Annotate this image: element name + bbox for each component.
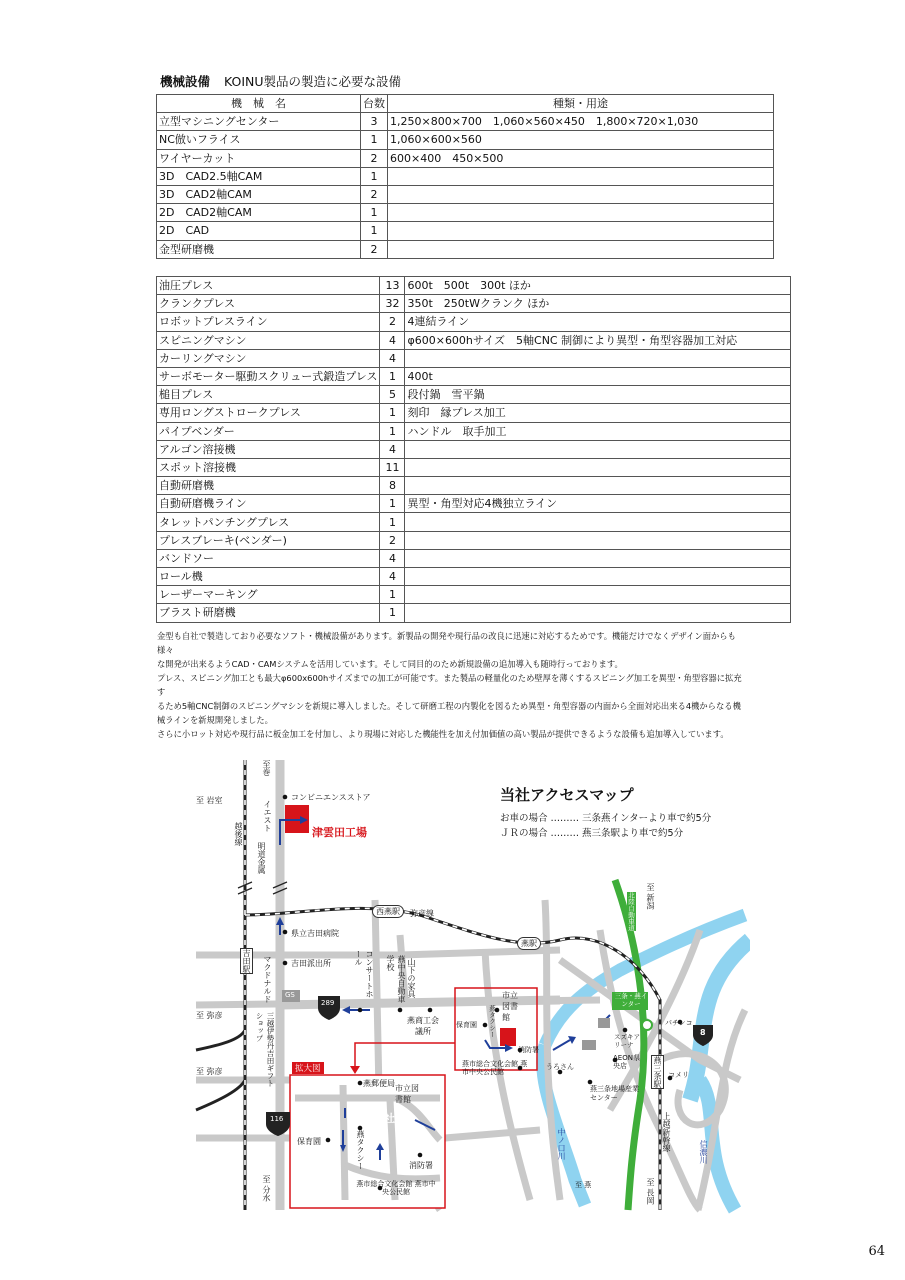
count-cell: 3	[361, 113, 388, 131]
label-culture-hall: 燕市総合文化会館 燕市中央公民館	[462, 1060, 528, 1076]
machine-name-cell: カーリングマシン	[157, 349, 380, 367]
label-nishi-tsubame: 西燕駅	[372, 905, 404, 918]
machine-name-cell: 専用ロングストロークプレス	[157, 404, 380, 422]
machine-name-cell: レーザーマーキング	[157, 586, 380, 604]
note-line: プレス、スピニング加工とも最大φ600x600hサイズまでの加工が可能です。また製品の軽量化のため壁厚を薄くするスピニング加工を異型・角型容器に拡充す	[157, 673, 742, 697]
label-culture-hall-2: 燕市総合文化会館 燕市中央公民館	[356, 1180, 436, 1196]
type-usage-cell: φ600×600hサイズ 5軸CNC 制御により異型・角型容器加工対応	[405, 331, 791, 349]
type-usage-cell: 400t	[405, 367, 791, 385]
label-zoom: 拡大図	[292, 1062, 324, 1074]
label-to-niitsu: 至 新潟	[646, 883, 655, 910]
machine-name-cell: サーボモーター駆動スクリュー式鍛造プレス	[157, 367, 380, 385]
label-gs: GS	[285, 991, 295, 999]
count-cell: 4	[380, 349, 405, 367]
machine-name-cell: ロボットプレスライン	[157, 313, 380, 331]
section-title-bold: 機械設備	[160, 74, 211, 89]
machine-name-cell: 金型研磨機	[157, 240, 361, 258]
type-usage-cell: 350t 250tWクランク ほか	[405, 295, 791, 313]
label-mitsukoshi: 三越伊勢丹吉田ギフトショップ	[255, 1012, 275, 1087]
machine-name-cell: 自動研磨機	[157, 477, 380, 495]
type-usage-cell: 段付鍋 雪平鍋	[405, 386, 791, 404]
count-cell: 2	[361, 185, 388, 203]
label-taxi: 燕タクシー	[488, 1005, 496, 1038]
machine-name-cell: クランクプレス	[157, 295, 380, 313]
label-route-8: 8	[700, 1028, 706, 1037]
type-usage-cell: 600×400 450×500	[388, 149, 774, 167]
label-aeon: AEON県央店	[613, 1054, 640, 1070]
count-cell: 4	[380, 549, 405, 567]
type-usage-cell: 1,250×800×700 1,060×560×450 1,800×720×1,030	[388, 113, 774, 131]
label-to-yahiko-1: 至 弥彦	[196, 1011, 223, 1020]
count-cell: 1	[361, 131, 388, 149]
label-jibasan: 燕三条地場産業センター	[590, 1085, 639, 1102]
type-usage-cell: 異型・角型対応4機独立ライン	[405, 495, 791, 513]
count-cell: 8	[380, 477, 405, 495]
type-usage-cell: 1,060×600×560	[388, 131, 774, 149]
type-usage-cell: ハンドル 取手加工	[405, 422, 791, 440]
machine-name-cell: パイプベンダー	[157, 422, 380, 440]
page-number: 64	[868, 1244, 885, 1259]
label-route-116: 116	[270, 1115, 284, 1123]
count-cell: 4	[380, 568, 405, 586]
label-to-iwamuro: 至 岩室	[196, 796, 223, 805]
label-tsuunmoda: 津雲田工場	[312, 826, 367, 839]
label-library-2: 市立図書館	[395, 1084, 419, 1104]
section-title-rest: KOINU製品の製造に必要な設備	[224, 74, 402, 89]
count-cell: 13	[380, 277, 405, 295]
count-cell: 1	[380, 604, 405, 622]
label-nakanokuchi-river: 中ノ口川	[557, 1128, 566, 1160]
machine-name-cell: バンドソー	[157, 549, 380, 567]
machine-name-cell: 2D CAD2軸CAM	[157, 204, 361, 222]
label-taxi-2: 燕タクシー	[356, 1130, 365, 1170]
label-joetsu-shinkansen: 上越新幹線	[662, 1112, 671, 1152]
label-yoshida-station: 吉田駅	[242, 949, 251, 973]
count-cell: 11	[380, 458, 405, 476]
count-cell: 1	[380, 422, 405, 440]
note-line: 金型も自社で製造しており必要なソフト・機械設備があります。新製品の開発や現行品の改良に迅速に対応するためです。機能だけでなくデザイン面からも様々	[157, 631, 736, 655]
count-cell: 1	[380, 513, 405, 531]
label-echigo-line: 越後線	[234, 822, 243, 846]
count-cell: 1	[361, 222, 388, 240]
label-hospital: 県立吉田病院	[291, 929, 339, 938]
label-suzuki: スズキアリーナ	[614, 1033, 640, 1049]
note-line: さらに小ロット対応や現行品に板金加工を付加し、より現場に対応した機能性を加え付加価値の高い製品が提供できるような設備も追加導入しています。	[157, 729, 729, 739]
label-pachinko: パチンコ	[665, 1019, 693, 1027]
count-cell: 1	[361, 167, 388, 185]
count-cell: 1	[380, 586, 405, 604]
label-to-bunsui: 至 分水	[262, 1175, 271, 1202]
machine-name-cell: ロール機	[157, 568, 380, 586]
count-cell: 2	[380, 313, 405, 331]
header-type: 種類・用途	[388, 95, 774, 113]
type-usage-cell: 刻印 縁プレス加工	[405, 404, 791, 422]
label-meiji-kinzoku: 明道金属	[257, 842, 266, 874]
header-machine: 機 械 名	[157, 95, 361, 113]
machine-name-cell: スピニングマシン	[157, 331, 380, 349]
machine-name-cell: 3D CAD2軸CAM	[157, 185, 361, 203]
label-to-nagaoka: 至 長岡	[646, 1178, 655, 1205]
label-honsha: 本社	[373, 1112, 395, 1125]
label-udon: うろさん	[546, 1063, 574, 1071]
label-iest: イエスト	[263, 800, 272, 832]
label-shinano-river: 信濃川	[699, 1140, 708, 1164]
map-jr-access: ＪＲの場合 ……… 燕三条駅より車で約5分	[500, 828, 684, 839]
machine-name-cell: ワイヤーカット	[157, 149, 361, 167]
count-cell: 1	[380, 495, 405, 513]
machine-name-cell: スポット溶接機	[157, 458, 380, 476]
machine-name-cell: 油圧プレス	[157, 277, 380, 295]
machine-name-cell: NC倣いフライス	[157, 131, 361, 149]
count-cell: 5	[380, 386, 405, 404]
label-route-289: 289	[321, 999, 335, 1007]
label-yamashita: 山下の家具	[407, 958, 416, 998]
count-cell: 1	[361, 204, 388, 222]
label-to-yahiko-2: 至 弥彦	[196, 1067, 223, 1076]
machine-name-cell: 槌目プレス	[157, 386, 380, 404]
note-line: 械ラインを新規開発しました。	[157, 715, 273, 725]
count-cell: 1	[380, 404, 405, 422]
count-cell: 2	[361, 240, 388, 258]
note-line: るため5軸CNC制御のスピニングマシンを新規に導入しました。そして研磨工程の内製化を図るため異型・角型容器の内面から全面対応出来る4機からなる機	[157, 701, 741, 711]
count-cell: 32	[380, 295, 405, 313]
label-fire-station-2: 消防署	[409, 1161, 433, 1170]
label-mcdonalds: マクドナルド	[263, 955, 272, 1003]
label-library: 市立図書館	[502, 991, 518, 1022]
label-convenience: コンビニエンスストア	[291, 793, 371, 802]
label-nursery-2: 保育園	[297, 1137, 321, 1146]
header-count: 台数	[361, 95, 388, 113]
type-usage-cell: 600t 500t 300t ほか	[405, 277, 791, 295]
machine-name-cell: ブラスト研磨機	[157, 604, 380, 622]
map-title: 当社アクセスマップ	[500, 786, 634, 804]
label-to-maki: 至巻	[262, 760, 271, 776]
count-cell: 4	[380, 331, 405, 349]
label-to-tsubame-south: 至 燕	[575, 1181, 592, 1189]
label-tsubame-station: 燕駅	[517, 937, 541, 950]
machine-name-cell: アルゴン溶接機	[157, 440, 380, 458]
count-cell: 2	[380, 531, 405, 549]
label-nursery: 保育園	[456, 1021, 477, 1029]
machine-name-cell: 立型マシニングセンター	[157, 113, 361, 131]
count-cell: 1	[380, 367, 405, 385]
label-sanjo-tsubame-ic: 三条・燕インター	[614, 992, 648, 1008]
label-police: 吉田派出所	[291, 959, 331, 968]
machine-name-cell: 3D CAD2.5軸CAM	[157, 167, 361, 185]
note-line: な開発が出来るようCAD・CAMシステムを活用しています。そして同目的のため新規設備の追加導入も随時行っております。	[157, 659, 623, 669]
count-cell: 2	[361, 149, 388, 167]
label-komeri: コメリ	[668, 1071, 689, 1079]
machine-name-cell: タレットパンチングプレス	[157, 513, 380, 531]
machine-name-cell: 自動研磨機ライン	[157, 495, 380, 513]
label-expressway: 北陸自動車道	[627, 892, 635, 931]
machine-name-cell: 2D CAD	[157, 222, 361, 240]
machine-name-cell: プレスブレーキ(ベンダー)	[157, 531, 380, 549]
label-chamber: 燕商工会議所	[407, 1016, 439, 1036]
count-cell: 4	[380, 440, 405, 458]
label-fire-station: 消防署	[518, 1046, 539, 1054]
label-yahiko-line: 弥彦線	[410, 909, 434, 918]
label-concert-hall: コンサートホール	[354, 950, 374, 998]
map-car-access: お車の場合 ……… 三条燕インターより車で約5分	[500, 813, 712, 824]
label-driving-school: 燕中央自動車学校	[386, 955, 406, 1003]
type-usage-cell: 4連結ライン	[405, 313, 791, 331]
label-post-office: 燕郵便局	[363, 1079, 395, 1088]
label-tsubame-sanjo-station: 燕三条駅	[653, 1056, 662, 1088]
